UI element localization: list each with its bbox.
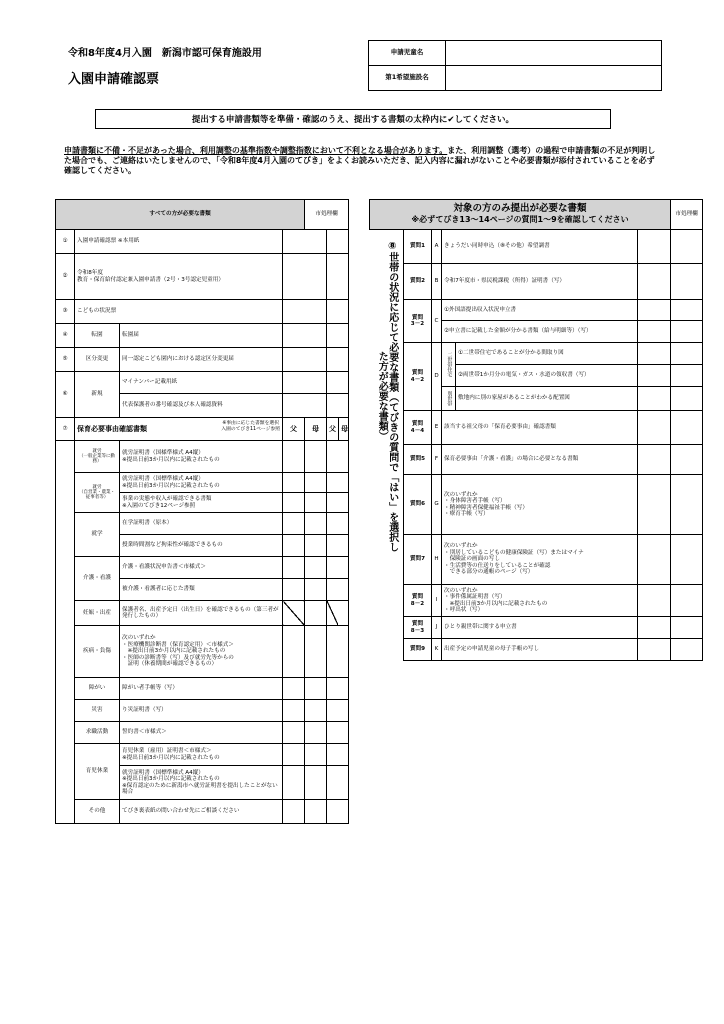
father-check[interactable] bbox=[283, 800, 305, 824]
doc-label: ひとり親世帯に関する申立書 bbox=[442, 617, 638, 639]
proc-cell bbox=[671, 230, 703, 264]
check-box[interactable] bbox=[638, 343, 671, 365]
father-check[interactable] bbox=[283, 441, 305, 473]
proc-cell bbox=[671, 387, 703, 411]
check-box[interactable] bbox=[638, 321, 671, 343]
check-box[interactable] bbox=[638, 264, 671, 300]
check-box[interactable] bbox=[638, 387, 671, 411]
doc-label: 障がい者手帳等（写） bbox=[120, 678, 283, 700]
category-label: 求職活動 bbox=[75, 722, 120, 744]
doc-label: マイナンバー記載用紙 bbox=[120, 372, 283, 394]
doc-label: 誓約書＜市様式＞ bbox=[120, 722, 283, 744]
mother-check[interactable] bbox=[305, 493, 327, 513]
proc-cell bbox=[327, 324, 349, 348]
proc-cell bbox=[327, 493, 349, 513]
doc-label: 入園申請確認票 ※本用紙 bbox=[75, 230, 283, 254]
sub-category-label: 二世帯住宅 bbox=[446, 352, 453, 377]
category-label: 新規 bbox=[75, 372, 120, 418]
proc-cell bbox=[671, 617, 703, 639]
doc-label: こどもの状況票 bbox=[75, 300, 283, 324]
notice-underlined: 申請書類に不備・不足があった場合、利用調整の基準指数や調整指数において不利となる場合があります。 bbox=[64, 146, 448, 155]
sub-category bbox=[442, 343, 456, 387]
row-number: ④ bbox=[56, 324, 75, 348]
check-box[interactable] bbox=[283, 394, 327, 418]
father-na-cell bbox=[283, 601, 305, 626]
doc-label: 次のいずれか ・事件係属証明書（写） ※提出日前3か月以内に記載されたもの ・呼出状（写） bbox=[442, 585, 638, 617]
category-label: 転園 bbox=[75, 324, 120, 348]
first-choice-facility-field[interactable] bbox=[446, 66, 662, 91]
doc-letter: D bbox=[432, 343, 442, 411]
father-check[interactable] bbox=[283, 744, 305, 766]
mother-check[interactable] bbox=[305, 800, 327, 824]
question-label: 質問 4－4 bbox=[404, 411, 432, 445]
doc-label: 敷地内に別の家屋があることがわかる配置図 bbox=[456, 387, 638, 411]
check-box[interactable] bbox=[283, 348, 327, 372]
first-choice-facility-label: 第1希望施設名 bbox=[369, 66, 446, 91]
category-label: その他 bbox=[75, 800, 120, 824]
doc-label: 保護者名、出産予定日（出生日）を確認できるもの（第三者が発行したもの） bbox=[120, 601, 283, 626]
check-box[interactable] bbox=[638, 230, 671, 264]
form-title: 入園申請確認票 bbox=[68, 72, 160, 87]
necessity-note: ※事由に応じた書類を選択 入園のてびき11ページ参照 bbox=[221, 421, 280, 432]
father-check[interactable] bbox=[283, 579, 305, 601]
category-label: 障がい bbox=[75, 678, 120, 700]
doc-label: 転園届 bbox=[120, 324, 283, 348]
proc-cell bbox=[327, 254, 349, 300]
row-number: ⑥ bbox=[56, 372, 75, 418]
doc-label: り災証明書（写） bbox=[120, 700, 283, 722]
category-label: 介護・看護 bbox=[75, 557, 120, 601]
applicant-name-label: 申請児童名 bbox=[369, 41, 446, 66]
question-label: 質問2 bbox=[404, 264, 432, 300]
doc-letter: C bbox=[432, 300, 442, 343]
question-label: 質問7 bbox=[404, 535, 432, 585]
necessity-label: 保育必要事由確認書類 bbox=[77, 424, 147, 433]
doc-label: 該当する祖父母の「保育必要事由」確認書類 bbox=[442, 411, 638, 445]
father-check[interactable] bbox=[283, 678, 305, 700]
instruction-banner: 提出する申請書類等を準備・確認のうえ、提出する書類の太枠内に✔してください。 bbox=[95, 109, 611, 129]
doc-label: 令和7年度市・県民税課税（所得）証明書（写） bbox=[442, 264, 638, 300]
doc-letter: E bbox=[432, 411, 442, 445]
check-box[interactable] bbox=[638, 475, 671, 535]
check-box[interactable] bbox=[638, 639, 671, 661]
proc-cell bbox=[327, 372, 349, 394]
proc-cell bbox=[327, 579, 349, 601]
necessity-header bbox=[75, 418, 283, 441]
applicant-info-table bbox=[368, 40, 662, 91]
father-check[interactable] bbox=[283, 626, 305, 678]
vertical-label-cell bbox=[370, 230, 404, 661]
proc-cell bbox=[671, 264, 703, 300]
row-number: ③ bbox=[56, 300, 75, 324]
proc-column-header: 市処理欄 bbox=[305, 200, 349, 230]
proc-cell bbox=[671, 445, 703, 475]
doc-label: 育児休業（雇用）証明書＜市様式＞ ※提出日前3か月以内に記載されたもの bbox=[120, 744, 283, 766]
proc-cell bbox=[327, 800, 349, 824]
category-label: 区分変更 bbox=[75, 348, 120, 372]
check-box[interactable] bbox=[283, 254, 327, 300]
question-label: 質問5 bbox=[404, 445, 432, 475]
check-box[interactable] bbox=[283, 324, 327, 348]
conditional-heading bbox=[370, 200, 671, 230]
doc-label: てびき裏表紙の問い合わせ先にご相談ください bbox=[120, 800, 283, 824]
father-check[interactable] bbox=[283, 557, 305, 579]
proc-cell bbox=[671, 585, 703, 617]
proc-na-mark bbox=[327, 601, 338, 625]
proc-column-header: 市処理欄 bbox=[671, 200, 703, 230]
mother-check[interactable] bbox=[305, 678, 327, 700]
doc-label: きょうだい同時申込（⑧その他）希望調書 bbox=[442, 230, 638, 264]
form-title-line1: 令和8年度4月入園 新潟市認可保育施設用 bbox=[68, 48, 262, 59]
doc-label: 就労証明書（国標準様式 A4縦） ※提出日前3か月以内に記載されたもの bbox=[120, 473, 283, 493]
category-label: 就労 （自営業・農業・従事者等） bbox=[75, 473, 120, 513]
doc-letter: I bbox=[432, 585, 442, 617]
question-label: 質問 4－2 bbox=[404, 343, 432, 411]
father-check[interactable] bbox=[283, 513, 305, 535]
mother-col-header: 母 bbox=[305, 418, 327, 441]
proc-mother-header: 母 bbox=[341, 424, 349, 433]
doc-label: ①外国語提出収入状況申立書 bbox=[442, 300, 638, 321]
sub-category-label: 別世帯 bbox=[446, 391, 453, 406]
check-box[interactable] bbox=[283, 300, 327, 324]
doc-label: 保育必要事由「介護・看護」の場合に必要となる書類 bbox=[442, 445, 638, 475]
mother-check[interactable] bbox=[305, 535, 327, 557]
category-label: 就学 bbox=[75, 513, 120, 557]
proc-father-header: 父 bbox=[327, 418, 339, 440]
doc-label: 介護・看護状況申告書＜市様式＞ bbox=[120, 557, 283, 579]
notice-paragraph bbox=[64, 146, 660, 176]
row-number: ② bbox=[56, 254, 75, 300]
proc-cell bbox=[671, 639, 703, 661]
father-col-header: 父 bbox=[283, 418, 305, 441]
proc-cell bbox=[327, 557, 349, 579]
doc-label: ②両世帯1か月分の電気・ガス・水道の領収書（写） bbox=[456, 365, 638, 387]
category-label: 育児休業 bbox=[75, 744, 120, 800]
doc-label: 就労証明書（国様準様式 A4縦） ※提出日前3か月以内に記載されたもの bbox=[120, 441, 283, 473]
doc-letter: K bbox=[432, 639, 442, 661]
doc-label: 被介護・看護者に応じた書類 bbox=[120, 579, 283, 601]
doc-label: 事業の実態や収入が確認できる書類 ※入園のてびき12ページ参照 bbox=[120, 493, 283, 513]
mother-check[interactable] bbox=[305, 513, 327, 535]
category-label: 災害 bbox=[75, 700, 120, 722]
doc-label: 就労証明書（国標準様式 A4縦） ※提出日前3か月以内に記載されたもの ※保育認定のために新潟市へ就労証明書を提出したことがない場合 bbox=[120, 766, 283, 800]
question-label: 質問9 bbox=[404, 639, 432, 661]
proc-cell bbox=[327, 300, 349, 324]
conditional-documents-table bbox=[369, 199, 703, 661]
category-label: 疾病・負傷 bbox=[75, 626, 120, 678]
doc-label: 授業時間割など拘束性が確認できるもの bbox=[120, 535, 283, 557]
mother-check[interactable] bbox=[305, 601, 327, 626]
father-check[interactable] bbox=[283, 700, 305, 722]
check-box[interactable] bbox=[638, 300, 671, 321]
question-label: 質問1 bbox=[404, 230, 432, 264]
applicant-name-field[interactable] bbox=[446, 41, 662, 66]
proc-cell bbox=[327, 700, 349, 722]
conditional-heading-note: ※必ずてびき13～14ページの質問1～9を確認してください bbox=[411, 215, 629, 225]
mother-check[interactable] bbox=[305, 626, 327, 678]
proc-cell bbox=[327, 230, 349, 254]
check-box[interactable] bbox=[638, 585, 671, 617]
sub-category bbox=[442, 387, 456, 411]
doc-label: 出産予定の申請児童の母子手帳の写し bbox=[442, 639, 638, 661]
mother-check[interactable] bbox=[305, 700, 327, 722]
doc-letter: J bbox=[432, 617, 442, 639]
doc-letter: F bbox=[432, 445, 442, 475]
check-box[interactable] bbox=[638, 445, 671, 475]
notice-rest: また、利用調整（選考）の過程で申請書類の不足が判明した場合でも、ご連絡はいたしませんので、「令和8年度4月入園のてびき」をよくお読みいただき、記入内容に漏れがないことや必要書類が添付されていることを必ず確認してください。 bbox=[64, 146, 656, 175]
proc-cell bbox=[327, 473, 349, 493]
check-box[interactable] bbox=[638, 617, 671, 639]
question-label: 質問6 bbox=[404, 475, 432, 535]
mother-check[interactable] bbox=[305, 722, 327, 744]
father-check[interactable] bbox=[283, 766, 305, 800]
mother-check[interactable] bbox=[305, 579, 327, 601]
proc-cell bbox=[671, 411, 703, 445]
father-check[interactable] bbox=[283, 493, 305, 513]
check-box[interactable] bbox=[638, 535, 671, 585]
doc-label: 次のいずれか ・別居しているこどもの健康保険証（写）またはマイナ 保険証の画面の写し ・生活費等の仕送りをしていることが確認 できる部分の通帳のページ（写） bbox=[442, 535, 638, 585]
father-check[interactable] bbox=[283, 473, 305, 493]
proc-cell bbox=[327, 722, 349, 744]
mother-check[interactable] bbox=[305, 557, 327, 579]
proc-cell bbox=[327, 626, 349, 678]
proc-cell bbox=[327, 441, 349, 473]
question-label: 質問 8－2 bbox=[404, 585, 432, 617]
proc-cell bbox=[327, 348, 349, 372]
row-number: ① bbox=[56, 230, 75, 254]
question-label: 質問 3－2 bbox=[404, 300, 432, 343]
doc-letter: H bbox=[432, 535, 442, 585]
doc-label: 次のいずれか ・医療機関診断書（保育認定用）＜市様式＞ ※提出日前3か月以内に記載されたもの ・医師の診断書等（写）及び就労先等からの 証明（休養期間が確認できるもの） bbox=[120, 626, 283, 678]
row-number: ⑤ bbox=[56, 348, 75, 372]
proc-cell bbox=[671, 300, 703, 321]
doc-letter: B bbox=[432, 264, 442, 300]
vertical-label: ⑧世帯の状況に応じて必要な書類（てびきの質問で「はい」を選択した方が必要な書類） bbox=[376, 240, 398, 552]
doc-label: 令和8年度 教育・保育給付認定兼入園申請書（2号・3号認定児童用） bbox=[75, 254, 283, 300]
proc-cell bbox=[327, 678, 349, 700]
proc-cell bbox=[327, 513, 349, 535]
doc-label: 同一認定こども園内における認定区分変更届 bbox=[120, 348, 283, 372]
proc-cell bbox=[671, 475, 703, 535]
proc-cell bbox=[327, 535, 349, 557]
question-label: 質問 8－3 bbox=[404, 617, 432, 639]
mother-check[interactable] bbox=[305, 744, 327, 766]
doc-label: 在学証明書（原本） bbox=[120, 513, 283, 535]
doc-label: ②申立書に記載した金額が分かる書類（給与明細等）（写） bbox=[442, 321, 638, 343]
doc-letter: A bbox=[432, 230, 442, 264]
proc-cell bbox=[671, 343, 703, 365]
required-heading: すべての方が必要な書類 bbox=[56, 200, 305, 230]
father-check[interactable] bbox=[283, 722, 305, 744]
check-box[interactable] bbox=[283, 230, 327, 254]
row-number: ⑦ bbox=[56, 418, 75, 441]
indent-cell bbox=[56, 441, 75, 824]
mother-check[interactable] bbox=[305, 441, 327, 473]
mother-check[interactable] bbox=[305, 473, 327, 493]
proc-cell bbox=[671, 535, 703, 585]
proc-cell bbox=[327, 744, 349, 766]
check-box[interactable] bbox=[283, 372, 327, 394]
doc-label: 次のいずれか ・身体障害者手帳（写） ・精神障害者保健福祉手帳（写） ・療育手帳（写） bbox=[442, 475, 638, 535]
doc-label: ①二世帯住宅であることが分かる間取り図 bbox=[456, 343, 638, 365]
category-label: 就労 （一般企業等に勤務） bbox=[75, 441, 120, 473]
proc-cell bbox=[327, 394, 349, 418]
category-label: 妊娠・出産 bbox=[75, 601, 120, 626]
proc-cell bbox=[671, 365, 703, 387]
check-box[interactable] bbox=[638, 411, 671, 445]
required-documents-table bbox=[55, 199, 349, 824]
conditional-heading-title: 対象の方のみ提出が必要な書類 bbox=[453, 203, 587, 215]
father-check[interactable] bbox=[283, 535, 305, 557]
doc-label: 代表保護者の番号確認及び本人確認資料 bbox=[120, 394, 283, 418]
mother-check[interactable] bbox=[305, 766, 327, 800]
proc-cell bbox=[327, 601, 349, 626]
proc-cell bbox=[671, 321, 703, 343]
check-box[interactable] bbox=[638, 365, 671, 387]
doc-letter: G bbox=[432, 475, 442, 535]
proc-cell bbox=[327, 766, 349, 800]
